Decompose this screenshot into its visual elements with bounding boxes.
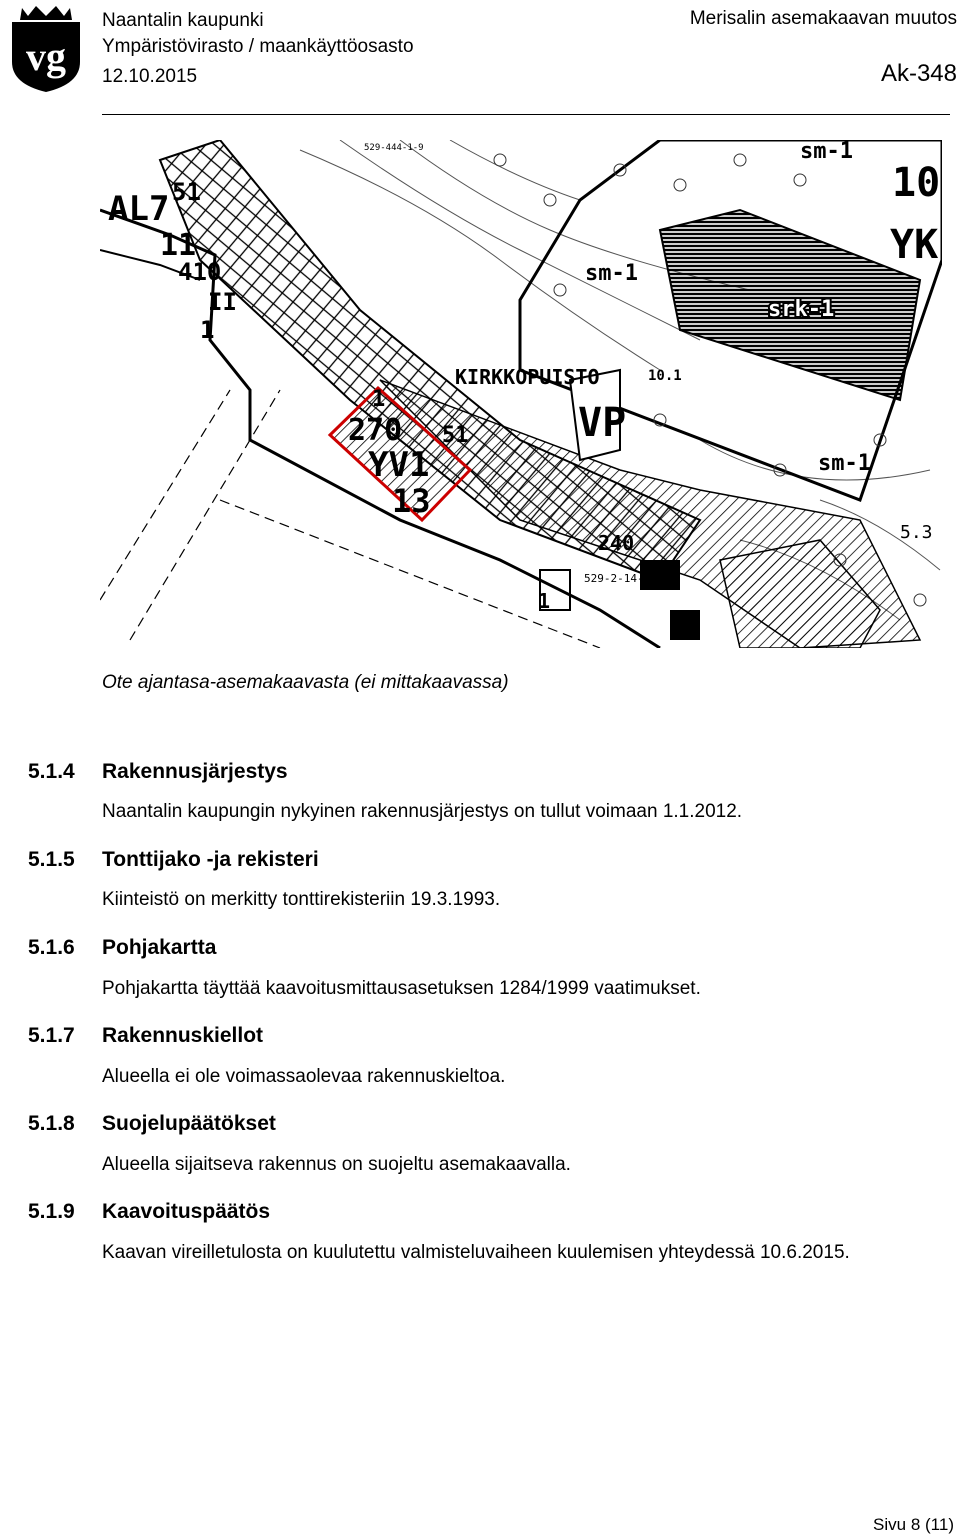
map-label-kirkkopuisto: KIRKKOPUISTO xyxy=(455,365,600,389)
department-name: Ympäristövirasto / maankäyttöosasto xyxy=(102,36,414,57)
map-label-sm1-top: sm-1 xyxy=(800,140,853,164)
map-label-yk: YK xyxy=(890,222,939,268)
section-5-1-6-heading: 5.1.6 Pohjakartta xyxy=(28,936,217,959)
map-label-5-3: 5.3 xyxy=(900,522,933,543)
map-label-1a: 1 xyxy=(200,316,215,344)
section-5-1-5-body: Kiinteistö on merkitty tonttirekisteriin 19.3.1993. xyxy=(102,889,501,910)
map-label-ii: II xyxy=(208,288,237,316)
section-5-1-9-body: Kaavan vireilletulosta on kuulutettu valmisteluvaiheen kuulemisen yhteydessä 10.6.2015. xyxy=(102,1242,850,1263)
map-label-240: 240 xyxy=(598,531,635,555)
city-crest-logo xyxy=(8,4,84,94)
map-label-yv1: YV1 xyxy=(368,445,430,485)
map-label-sm1-low: sm-1 xyxy=(818,451,871,476)
org-name: Naantalin kaupunki xyxy=(102,10,264,31)
document-date: 12.10.2015 xyxy=(102,66,198,87)
map-label-sm1-mid: sm-1 xyxy=(585,261,638,286)
map-label-410: 410 xyxy=(178,258,222,286)
section-5-1-6-body: Pohjakartta täyttää kaavoitusmittausasetuksen 1284/1999 vaatimukset. xyxy=(102,978,701,999)
page-number: Sivu 8 (11) xyxy=(873,1515,954,1534)
section-5-1-4-body: Naantalin kaupungin nykyinen rakennusjärjestys on tullut voimaan 1.1.2012. xyxy=(102,801,743,822)
document-code: Ak-348 xyxy=(880,60,957,87)
map-label-13: 13 xyxy=(392,482,431,520)
section-5-1-7-heading: 5.1.7 Rakennuskiellot xyxy=(28,1024,264,1047)
map-label-51a: 51 xyxy=(172,178,201,206)
section-5-1-7-body: Alueella ei ole voimassaolevaa rakennuskieltoa. xyxy=(102,1066,506,1087)
logo-text: vg xyxy=(26,34,66,79)
section-5-1-8-body: Alueella sijaitseva rakennus on suojeltu asemakaavalla. xyxy=(102,1154,571,1175)
map-label-10-1: 10.1 xyxy=(648,368,682,384)
map-label-1c: 1 xyxy=(538,589,551,613)
map-label-51b: 51 xyxy=(442,423,469,448)
section-5-1-5-heading: 5.1.5 Tonttijako -ja rekisteri xyxy=(28,848,319,871)
map-label-10: 10 xyxy=(892,160,941,206)
map-label-al7: AL7 xyxy=(108,189,170,229)
zoning-map-excerpt xyxy=(100,140,942,648)
map-label-1b: 1 xyxy=(372,387,386,412)
map-label-ref2: 529-2-14-12 xyxy=(584,572,657,585)
section-5-1-9-heading: 5.1.9 Kaavoituspäätös xyxy=(28,1200,271,1223)
section-5-1-8-heading: 5.1.8 Suojelupäätökset xyxy=(28,1112,276,1135)
document-title: Merisalin asemakaavan muutos xyxy=(689,8,957,29)
section-5-1-4-heading: 5.1.4 Rakennusjärjestys xyxy=(28,760,288,783)
map-label-vp: VP xyxy=(578,400,627,446)
map-label-srk1: srk-1 xyxy=(768,297,835,322)
map-label-ref1: 529-444-1-9 xyxy=(364,143,424,153)
map-caption: Ote ajantasa-asemakaavasta (ei mittakaavassa) xyxy=(102,672,509,693)
map-label-270: 270 xyxy=(348,413,403,448)
map-label-11: 11 xyxy=(160,228,197,263)
page-header xyxy=(0,0,960,118)
header-rule xyxy=(102,114,950,115)
